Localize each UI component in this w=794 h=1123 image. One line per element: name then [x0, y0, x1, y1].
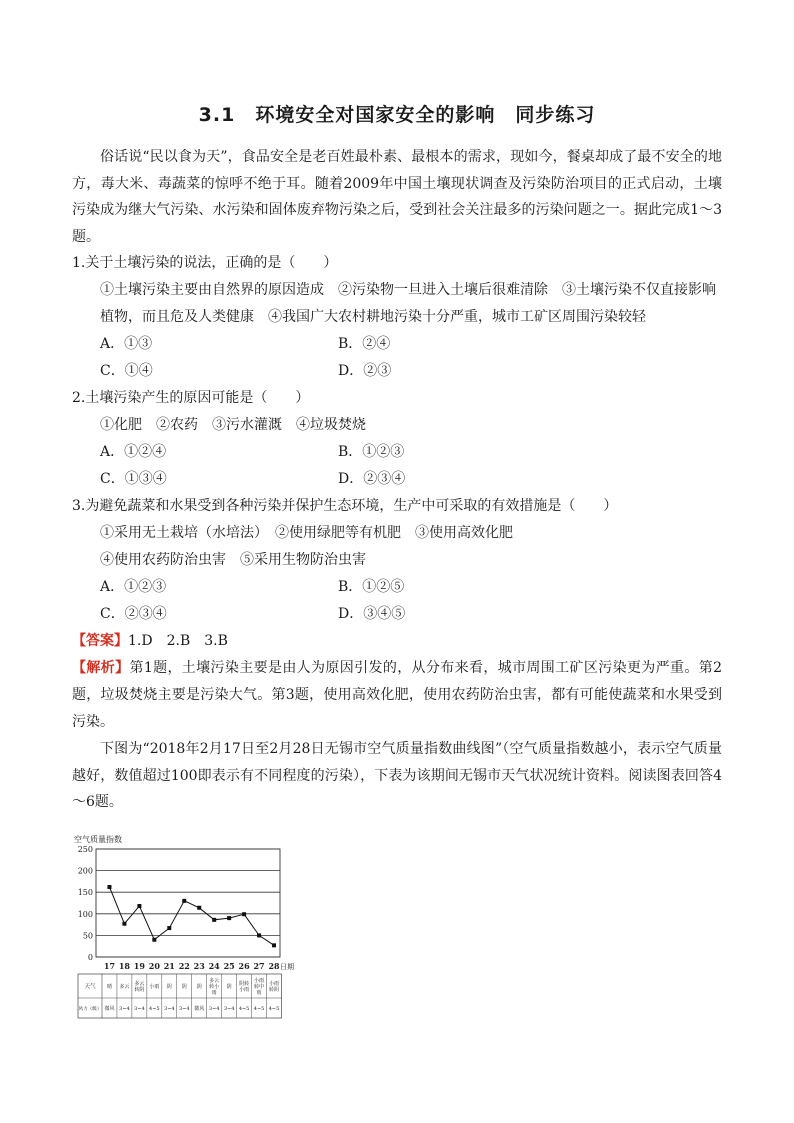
chart-point	[167, 926, 171, 930]
weather-table-cell: 晴	[106, 984, 112, 990]
chart-point	[107, 885, 111, 889]
chart-xtick-label: 25	[223, 961, 235, 971]
chart-xtick-label: 20	[148, 961, 160, 971]
wind-table-cell: 3~4	[223, 1006, 235, 1012]
chart-xtick-label: 22	[178, 961, 190, 971]
weather-table-cell: 小雨转阴	[269, 981, 280, 993]
question-1-option-c: C．①④	[100, 363, 153, 379]
chart-point	[137, 904, 141, 908]
question-2-option-d: D．②③④	[338, 471, 406, 487]
question-2-items: ①化肥 ②农药 ③污水灌溉 ④垃圾焚烧	[100, 417, 366, 433]
answer-tag: 【答案】	[72, 633, 128, 649]
wind-table-cell: 3~4	[134, 1006, 145, 1012]
worksheet-content	[72, 144, 722, 816]
chart-point	[212, 918, 216, 922]
question-3-option-b: B．①②⑤	[338, 579, 405, 595]
weather-table-cell: 阴	[196, 984, 202, 990]
chart-point	[197, 906, 201, 910]
question-1-stem: 1.关于土壤污染的说法，正确的是（ ）	[72, 255, 338, 271]
page-title: 3.1 环境安全对国家安全的影响 同步练习	[198, 104, 596, 126]
chart-xtick-label: 27	[253, 961, 265, 971]
question-3-option-c: C．②③④	[100, 606, 167, 622]
question-3-items-line-2: ④使用农药防治虫害 ⑤采用生物防治虫害	[100, 552, 366, 568]
chart-xtick-label: 26	[238, 961, 250, 971]
weather-table-cell: 多云转小雨	[209, 978, 220, 996]
question-2-stem: 2.土壤污染产生的原因可能是（ ）	[72, 390, 310, 406]
question-2-option-b: B．①②③	[338, 444, 405, 460]
chart-xtick-label: 17	[103, 961, 116, 971]
chart-xlabel: 日期	[280, 963, 295, 971]
chart-ytick-label: 150	[77, 888, 93, 898]
weather-table-cell: 阴转小雨	[239, 981, 250, 993]
weather-table-cell: 阴	[226, 984, 232, 990]
chart-point	[182, 899, 186, 903]
chart-point	[122, 922, 126, 926]
question-1-items: ①土壤污染主要由自然界的原因造成 ②污染物一旦进入土壤后很难清除 ③土壤污染不仅直接影响植物，而且危及人类健康 ④我国广大农村耕地污染十分严重，城市工矿区周围污染较轻	[100, 282, 716, 325]
chart-xtick-label: 18	[118, 961, 130, 971]
weather-table-row1-label: 天气	[84, 984, 96, 990]
wind-table-cell: 4~5	[238, 1006, 250, 1012]
chart-series-line	[110, 887, 275, 945]
chart-point	[272, 943, 276, 947]
question-3-stem: 3.为避免蔬菜和水果受到各种污染并保护生态环境，生产中可采取的有效措施是（ ）	[72, 498, 618, 514]
chart-xtick-label: 24	[208, 961, 220, 971]
analysis-text: 第1题，土壤污染主要是由人为原因引发的，从分布来看，城市周围工矿区污染更为严重。第2题，垃圾焚烧主要是污染大气。第3题，使用高效化肥，使用农药防治虫害，都有可能使蔬菜和水果受到污染。	[72, 660, 723, 730]
chart-xtick-label: 19	[133, 961, 145, 971]
wind-table-cell: 3~4	[178, 1006, 190, 1012]
question-3-option-a: A．①②③	[100, 579, 167, 595]
weather-table-cell: 阴	[166, 984, 172, 990]
question-2-option-c: C．①③④	[100, 471, 167, 487]
wind-table-cell: 微风	[104, 1006, 115, 1012]
chart-ytick-label: 200	[77, 866, 93, 876]
question-2-choices-cd	[72, 466, 722, 493]
intro-paragraph: 俗话说“民以食为天”，食品安全是老百姓最朴素、最根本的需求，现如今，餐桌却成了最不安全的地方，毒大米、毒蔬菜的惊呼不绝于耳。随着2009年中国土壤现状调查及污染防治项目的正式启动，土壤污染成为继大气污染、水污染和固体废弃物污染之后，受到社会关注最多的污染问题之一。据此完成1～3题。	[72, 149, 722, 245]
answer-line	[72, 628, 722, 655]
air-quality-chart	[74, 832, 296, 1022]
question-1-option-d: D．②③	[338, 363, 392, 379]
wind-table-cell: 4~5	[268, 1006, 280, 1012]
wind-table-cell: 4~5	[253, 1006, 265, 1012]
chart-xtick-label: 21	[163, 961, 175, 971]
question-3-choices-ab	[72, 574, 722, 601]
question-1-choices-ab	[72, 331, 722, 358]
chart-ytick-label: 250	[77, 845, 93, 854]
chart-point	[152, 938, 156, 942]
question-3-items-line-1: ①采用无土栽培（水培法） ②使用绿肥等有机肥 ③使用高效化肥	[100, 525, 513, 541]
chart-ytick-label: 0	[87, 953, 93, 962]
intro-paragraph-2: 下图为“2018年2月17日至2月28日无锡市空气质量指数曲线图”（空气质量指数越小，表示空气质量越好，数值超过100即表示有不同程度的污染），下表为该期间无锡市天气状况统计资料。阅读图表回答4～6题。	[72, 741, 722, 810]
chart-xtick-label: 28	[268, 961, 280, 971]
question-3-choices-cd	[72, 601, 722, 628]
question-1-choices-cd	[72, 358, 722, 385]
chart-point	[227, 916, 231, 920]
chart-point	[257, 933, 261, 937]
chart-point	[242, 912, 246, 916]
analysis-tag: 【解析】	[72, 660, 130, 676]
question-2-choices-ab	[72, 439, 722, 466]
chart-ytick-label: 50	[82, 931, 93, 941]
air-quality-chart-svg	[74, 832, 296, 1022]
weather-table-cell: 小雨	[149, 984, 160, 990]
chart-xtick-label: 23	[193, 961, 205, 971]
wind-table-cell: 4~5	[149, 1006, 160, 1012]
weather-table-cell: 多云	[119, 984, 130, 990]
question-3-option-d: D．③④⑤	[338, 606, 406, 622]
wind-table-cell: 3~4	[208, 1006, 220, 1012]
weather-table-cell: 多云转阴	[134, 981, 145, 993]
wind-table-cell: 3~4	[164, 1006, 175, 1012]
analysis-paragraph	[72, 655, 722, 736]
wind-table-cell: 3~4	[119, 1006, 130, 1012]
chart-ytick-label: 100	[77, 909, 93, 919]
question-1-option-b: B．②④	[338, 336, 391, 352]
answer-text: 1.D 2.B 3.B	[128, 633, 228, 649]
wind-table-cell: 微风	[194, 1006, 205, 1012]
question-1-option-a: A．①③	[100, 336, 153, 352]
weather-table-row2-label: 风力（级）	[78, 1007, 102, 1012]
weather-table-cell: 阴	[181, 984, 187, 990]
weather-table-cell: 小雨转中雨	[254, 978, 265, 996]
question-2-option-a: A．①②④	[100, 444, 167, 460]
chart-ylabel: 空气质量指数	[74, 835, 122, 844]
